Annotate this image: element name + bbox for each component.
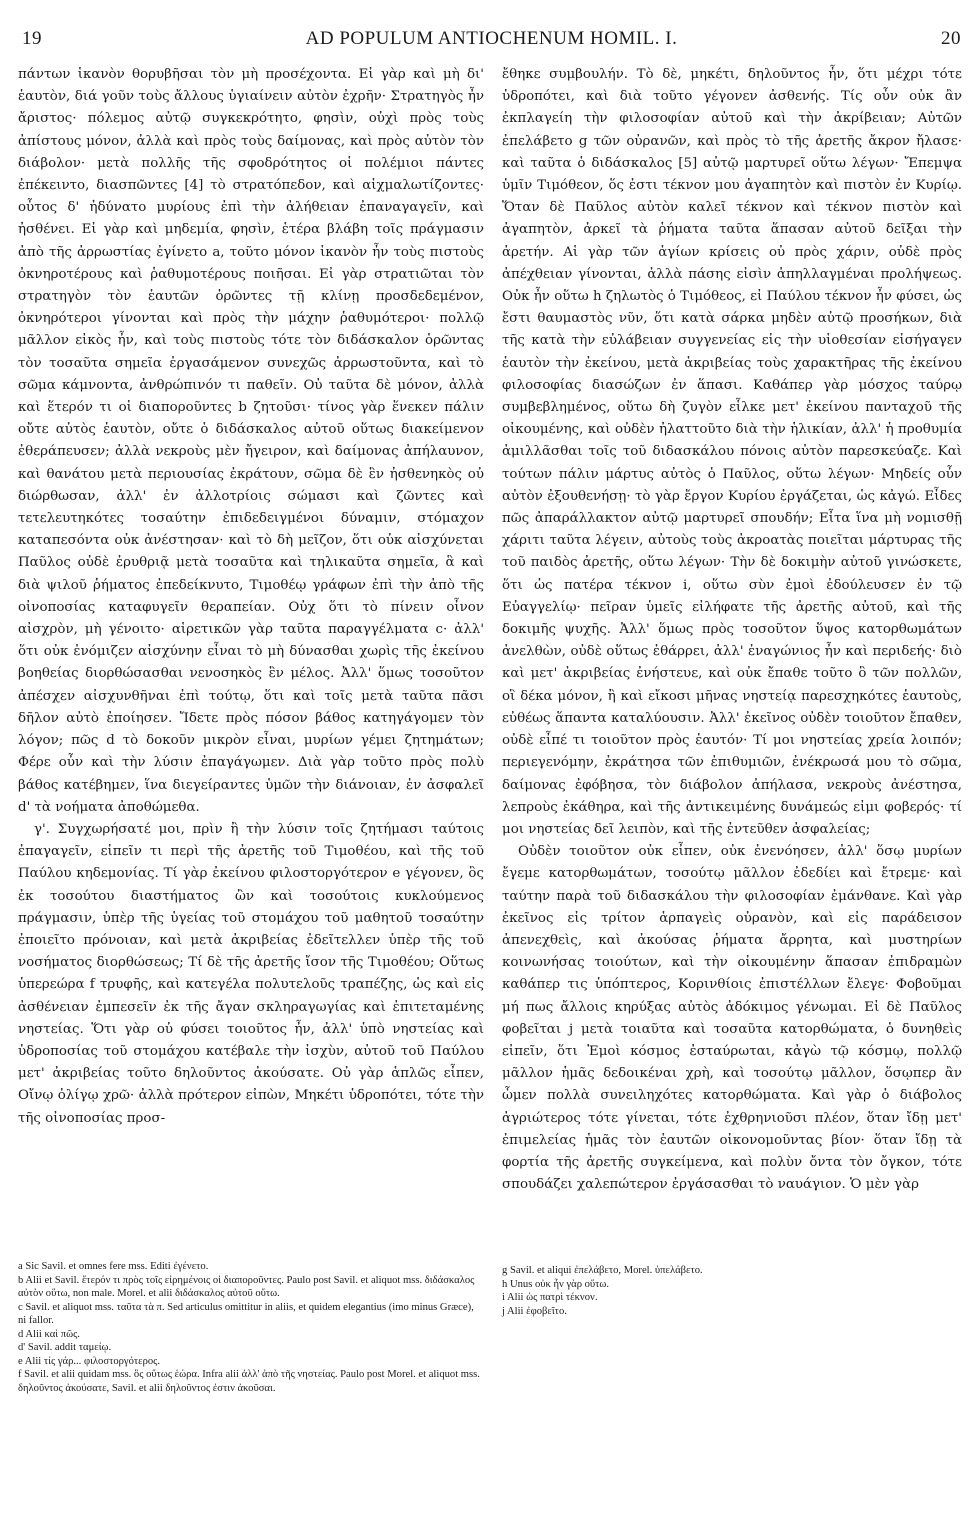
- footnote-d: d Alii καὶ πῶς.: [18, 1328, 80, 1340]
- right-column: [502, 64, 962, 1317]
- left-paragraph-1: πάντων ἱκανὸν θορυβῆσαι τὸν μὴ προσέχοντα. Εἰ γὰρ καὶ μὴ δι' ἑαυτὸν, διά γοῦν τοὺς ἄλλους ὑγιαίνειν αὐτὸν ἐχρῆν· Στρατηγὸς ἦν ἄριστος· πόλεμος αὐτῷ συγκεκρότητο, φησὶν, οὐχὶ πρὸς τοὺς ἀπίστους μόνον, ἀλλὰ καὶ πρὸς τοὺς δαίμονας, καὶ πρὸς αὐτὸν τὸν διάβολον· μετὰ πολλῆς τῆς σφοδρότητος οἱ πολέμιοι πάντες ἐπέκειντο, διασπῶντες [4] τὸ στρατόπεδον, καὶ αἰχμαλωτίζοντες· οὗτος δ' ἠδύνατο μυρίους ἐπὶ τὴν ἀλήθειαν ἐπαναγαγεῖν, καὶ ἠσθένει. Εἰ γὰρ καὶ μηδεμία, φησὶν, ἑτέρα βλάβη τοῖς πράγμασιν ἀπὸ τῆς ἀρρωστίας ἐγίνετο a, τοῦτο μόνον ἱκανὸν ἦν τοὺς πιστοὺς ὀκνηροτέρους καὶ ῥαθυμοτέρους ποιῆσαι. Εἰ γὰρ στρατιῶται τὸν στρατηγὸν τὸν ἑαυτῶν ὁρῶντες τῇ κλίνῃ προσδεδεμένον, ὀκνηρότεροι γίνονται καὶ πρὸς τὴν μάχην ῥαθυμότεροι· πολλῷ μᾶλλον εἰκὸς ἦν, καὶ τοὺς πιστοὺς τότε τὸν διδάσκαλον ὁρῶντας τὸν τοσαῦτα σημεῖα ἐργασάμενον συνεχῶς ἀρρωστοῦντα, καὶ τὸ σῶμα κάμνοντα, ἀνθρώπινόν τι παθεῖν. Οὐ ταῦτα δὲ μόνον, ἀλλὰ καὶ ἕτερόν τι οἱ διαποροῦντες b ζητοῦσι· τίνος γὰρ ἕνεκεν πάλιν οὔτε αὐτὸς ἑαυτὸν, οὔτε ὁ διδάσκαλος αὐτοῦ οὕτως διακείμενον ἐθεράπευσεν; ἀλλὰ νεκροὺς μὲν ἤγειρον, καὶ δαίμονας ἀπήλαυνον, καὶ θανάτου μετὰ περιουσίας ἐκράτουν, σῶμα δὲ ἓν ἠσθενηκὸς οὐ διώρθωσαν, ἀλλ' ἐν ἀλλοτρίοις σώμασι καὶ ζῶντες καὶ τετελευτηκότες τοσαύτην ἐπιδεδειγμένοι δύναμιν, στόμαχον καταπεσόντα οὐκ ἀνέστησαν· καὶ τὸ δὴ μεῖζον, ὅτι οὐκ αἰσχύνεται Παῦλος οὐδὲ ἐρυθριᾷ μετὰ τοσαῦτα καὶ τηλικαῦτα σημεῖα, ἃ καὶ διὰ ψιλοῦ ῥήματος ἐπεδείκνυτο, Τιμοθέῳ γράφων ἐπὶ τὴν ἀπὸ τῆς οἰνοποσίας καταφυγεῖν θεραπείαν. Οὐχ ὅτι τὸ πίνειν οἶνον αἰσχρὸν, μὴ γένοιτο· αἱρετικῶν γὰρ ταῦτα παραγγέλματα c· ἀλλ' ὅτι οὐκ ἐνόμιζεν αἰσχύνην εἶναι τὸ μὴ δύνασθαι χωρὶς τῆς ἐκείνου βοηθείας διορθώσασθαι νενοσηκὸς ἓν μέλος. Ἀλλ' ὅμως τοσοῦτον ἀπέσχεν αἰσχυνθῆναι ἐπὶ τούτῳ, ὅτι καὶ τοῖς μετὰ ταῦτα πᾶσι δῆλον αὐτὸ ἐποίησεν. Ἴδετε πρὸς πόσον βάθος κατηγάγομεν τὸν λόγον; πῶς d τὸ δοκοῦν μικρὸν εἶναι, μυρίων γέμει ζητημάτων; Φέρε οὖν καὶ τὴν λύσιν ἐπαγάγωμεν. Διὰ γὰρ τοῦτο πρὸς πολὺ βάθος κατέβημεν, ἵνα διεγείραντες ὑμῶν τὴν διάνοιαν, ἐν ἀσφαλεῖ d' τὰ νοήματα ἀποθώμεθα.: [18, 67, 484, 815]
- right-paragraph-1: ἔθηκε συμβουλήν. Τὸ δὲ, μηκέτι, δηλοῦντος ἦν, ὅτι μέχρι τότε ὑδροπότει, καὶ διὰ τοῦτο γέγονεν ἀσθενής. Τίς οὖν οὐκ ἂν ἐκπλαγείη τὴν φιλοσοφίαν αὐτοῦ καὶ τὴν ἀκρίβειαν; Αὐτῶν ἐπελάβετο g τῶν οὐρανῶν, καὶ πρὸς τὸ τῆς ἀρετῆς ἄκρον ἤλασε· καὶ ταῦτα ὁ διδάσκαλος [5] αὐτῷ μαρτυρεῖ οὕτω λέγων· Ἔπεμψα ὑμῖν Τιμόθεον, ὅς ἐστι τέκνον μου ἀγαπητὸν καὶ πιστὸν ἐν Κυρίῳ. Ὅταν δὲ Παῦλος αὐτὸν καλεῖ τέκνον καὶ τέκνον πιστὸν καὶ ἀγαπητὸν, ἀρκεῖ τὰ ῥήματα ταῦτα ἅπασαν αὐτοῦ δεῖξαι τὴν ἀρετήν. Αἱ γὰρ τῶν ἁγίων κρίσεις οὐ πρὸς χάριν, οὐδὲ πρὸς ἀπέχθειαν γίνονται, ἀλλὰ πάσης εἰσὶν ἀπηλλαγμέναι προλήψεως. Οὐκ ἦν οὕτω h ζηλωτὸς ὁ Τιμόθεος, εἰ Παύλου τέκνον ἦν φύσει, ὡς ἔστι θαυμαστὸς νῦν, ὅτι κατὰ σάρκα μηδὲν αὐτῷ προσήκων, διὰ τῆς κατὰ τὴν εὐλάβειαν συγγενείας εἰς τὴν υἱοθεσίαν εἰσήγαγεν ἑαυτὸν τὴν ἐκείνου, μετὰ ἀκριβείας τοὺς χαρακτῆρας τῆς ἐκείνου φιλοσοφίας διασώζων ἐν ἅπασι. Καθάπερ γὰρ μόσχος ταύρῳ συμβεβλημένος, οὕτω δὴ ζυγὸν εἷλκε μετ' ἐκείνου πανταχοῦ τῆς οἰκουμένης, καὶ οὐδὲν ἠλαττοῦτο διὰ τὴν ἡλικίαν, ἀλλ' ἡ προθυμία ἀμιλλᾶσθαι τοῖς τοῦ διδασκάλου πόνοις αὐτὸν παρεσκεύαζε. Καὶ τούτων πάλιν μάρτυς αὐτὸς ὁ Παῦλος, οὕτω λέγων· Μηδείς οὖν αὐτὸν ἐξουθενήσῃ· τὸ γὰρ ἔργον Κυρίου ἐργάζεται, ὡς κἀγώ. Εἶδες πῶς ἀπαράλλακτον αὐτῷ μαρτυρεῖ σπουδήν; Εἶτα ἵνα μὴ νομισθῇ χάριτι ταῦτα λέγειν, αὐτοὺς τοὺς ἀκροατὰς ποιεῖται μάρτυρας τῆς τοῦ παιδὸς ἀρετῆς, οὕτω λέγων· Τὴν δὲ δοκιμὴν αὐτοῦ γινώσκετε, ὅτι ὡς πατέρα τέκνον i, οὕτω σὺν ἐμοὶ ἐδούλευσεν ἐν τῷ Εὐαγγελίῳ· πεῖραν ὑμεῖς εἰλήφατε τῆς ἀρετῆς αὐτοῦ, καὶ τῆς δοκιμῆς ψυχῆς. Ἀλλ' ὅμως πρὸς τοσοῦτον ὕψος κατορθωμάτων ἀνελθὼν, οὐδὲ οὕτως ἐθάρρει, ἀλλ' ἐναγώνιος ἦν καὶ περιδεής· διὸ καὶ μετ' ἀκριβείας ἐνήστευε, καὶ οὐκ ἔπαθε τοῦτο ὃ τῶν πολλῶν, οἳ δέκα μόνον, ἢ καὶ εἴκοσι μῆνας νηστείᾳ παρεσχηκότες ἑαυτοὺς, εὐθέως ἅπαντα καταλύουσιν. Ἀλλ' ἐκεῖνος οὐδὲν τοιοῦτον ἔπαθεν, οὐδὲ εἶπέ τι τοιοῦτον πρὸς ἑαυτόν· Τί μοι νηστείας χρεία λοιπόν; περιεγενόμην, ἐκράτησα τῶν ἐπιθυμιῶν, ἐνέκρωσά μου τὸ σῶμα, δαίμονας ἐφόβησα, τὸν διάβολον ἀπήλασα, νεκροὺς ἀνέστησα, λεπροὺς ἐκάθηρα, καὶ τῆς ἀντικειμένης δυνάμεώς εἰμι φοβερός· τί μοι νηστείας δεῖ λειπὸν, καὶ τῆς ἐντεῦθεν ἀσφαλείας;: [502, 67, 962, 837]
- running-title: AD POPULUM ANTIOCHENUM HOMIL. I.: [305, 28, 678, 49]
- left-column-text: [18, 64, 484, 1252]
- left-paragraph-2: γ'. Συγχωρήσατέ μοι, πρὶν ἢ τὴν λύσιν τοῖς ζητήμασι ταύτοις ἐπαγαγεῖν, εἰπεῖν τι περὶ τῆς ἀρετῆς τοῦ Τιμοθέου, καὶ τῆς τοῦ Παύλου κηδεμονίας. Τί γὰρ ἐκείνου φιλοστοργότερον e γέγονεν, ὃς ἐκ τοσούτου διαστήματος ὢν καὶ τοσούτοις κυκλούμενος πράγμασιν, ὑπὲρ τῆς ὑγείας τοῦ στομάχου τοῦ μαθητοῦ τοσαύτην ἐποιεῖτο πρόνοιαν, καὶ μετὰ ἀκριβείας ἐδεῖτελλεν ὑπὲρ τῆς τοῦ νοσήματος διορθώσεως; Τί δὲ τῆς ἀρετῆς ἴσον τῆς Τιμοθέου; Οὕτως ὑπερεώρα f τρυφῆς, καὶ κατεγέλα πολυτελοῦς τραπέζης, ὡς καὶ εἰς ἀσθένειαν ἐμπεσεῖν ἐκ τῆς ἄγαν σκληραγωγίας καὶ ἐπιτεταμένης νηστείας. Ὅτι γὰρ οὐ φύσει τοιοῦτος ἦν, ἀλλ' ὑπὸ νηστείας καὶ ὑδροποσίας τοῦ στομάχου κατέβαλε τὴν ἰσχὺν, αὐτοῦ τοῦ Παύλου μετ' ἀκριβείας τοῦτο δηλοῦντος ἀκούσατε. Οὐ γὰρ ἁπλῶς εἶπεν, Οἴνῳ ὀλίγῳ χρῶ· ἀλλὰ πρότερον εἰπὼν, Μηκέτι ὑδροπότει, τότε τὴν τῆς οἰνοποσίας προσ-: [18, 821, 484, 1126]
- right-paragraph-2: Οὐδὲν τοιοῦτον οὐκ εἶπεν, οὐκ ἐνενόησεν, ἀλλ' ὅσῳ μυρίων ἔγεμε κατορθωμάτων, τοσούτῳ μᾶλλον ἐδεδίει καὶ ἔτρεμε· καὶ ταύτην παρὰ τοῦ διδασκάλου τὴν φιλοσοφίαν ἐμάνθανε. Καὶ γὰρ ἐκεῖνος εἰς τρίτον ἁρπαγεὶς οὐρανὸν, καὶ εἰς παράδεισον ἀπενεχθεὶς, καὶ ἀκούσας ῥήματα ἄρρητα, καὶ μυστηρίων κοινωνήσας τοιούτων, καὶ τὴν οἰκουμένην ἅπασαν ἐπιδραμὼν καθάπερ τις ὑπόπτερος, Κορινθίοις ἐπιστέλλων ἔλεγε· Φοβοῦμαι μή πως ἄλλοις κηρύξας αὐτὸς ἀδόκιμος γένωμαι. Εἰ δὲ Παῦλος φοβεῖται j μετὰ τοιαῦτα καὶ τοσαῦτα κατορθώματα, ὁ δυνηθεὶς εἰπεῖν, ὅτι Ἐμοὶ κόσμος ἐσταύρωται, κἀγὼ τῷ κόσμῳ, πολλῷ μᾶλλον ἡμᾶς δεδοικέναι χρὴ, καὶ τοσούτῳ μᾶλλον, ὅσῳπερ ἂν ὦμεν πολλὰ συνειληχότες κατορθώματα. Καὶ γὰρ ὁ διάβολος ἀγριώτερος τότε γίνεται, τότε ἐχθρηνιοῦσι πλέον, ὅταν ἴδῃ μετ' ἐπιμελείας ἡμᾶς τὸν ἑαυτῶν οἰκονομοῦντας βίον· ὅταν ἴδῃ τὰ φορτία τῆς ἀρετῆς συγκείμενα, καὶ πολὺν ὄντα τὸν ὄγκον, τότε σπουδάζει χαλεπώτερον ἐργάσασθαι τὸ ναυάγιον. Ὁ μὲν γὰρ: [502, 844, 962, 1193]
- running-header: [22, 28, 961, 54]
- left-column: [18, 64, 484, 1394]
- footnote-i: i Alii ὡς πατρὶ τέκνον.: [502, 1292, 598, 1303]
- footnote-c: c Savil. et aliquot mss. ταῦτα τὰ π. Sed articulus omittitur in aliis, et quidem elegantius (imo minus Græce), ni fallor.: [18, 1301, 474, 1326]
- left-footnotes: [18, 1260, 484, 1395]
- footnote-g: g Savil. et aliqui ἐπελάβετο, Morel. ὑπελάβετο.: [502, 1265, 703, 1276]
- footnote-b: b Alii et Savil. ἕτερόν τι πρὸς τοῖς εἰρημένοις οἱ διαποροῦντες. Paulo post Savil. et aliquot mss. διδάσκαλος αὐτὸν οὕτω, non male. Morel. et alii διδάσκαλος αὐτοῦ οὕτω.: [18, 1274, 475, 1299]
- footnote-a: a Sic Savil. et omnes fere mss. Editi ἐγένετο.: [18, 1261, 209, 1272]
- right-footnotes: [502, 1264, 962, 1318]
- footnote-e: e Alii τίς γάρ... φιλοστοργότερος.: [18, 1355, 161, 1367]
- page-number-left: 19: [22, 28, 42, 49]
- footnote-j: j Alii ἐφοβεῖτο.: [502, 1305, 567, 1317]
- right-column-text: [502, 64, 962, 1262]
- footnote-d-prime: d' Savil. addit ταμείῳ.: [18, 1342, 112, 1353]
- page-number-right: 20: [941, 28, 961, 49]
- footnote-f: f Savil. et alii quidam mss. ὃς οὕτως ἑώρα. Infra alii ἀλλ' ἀπὸ τῆς νηστείας. Paulo post Morel. et aliquot mss. δηλοῦντος ἀκούσατε, Savil. et alii δηλοῦντος ἐστιν ἀκοῦσαι.: [18, 1369, 480, 1394]
- footnote-h: h Unus οὐκ ἦν γὰρ οὕτω.: [502, 1278, 610, 1290]
